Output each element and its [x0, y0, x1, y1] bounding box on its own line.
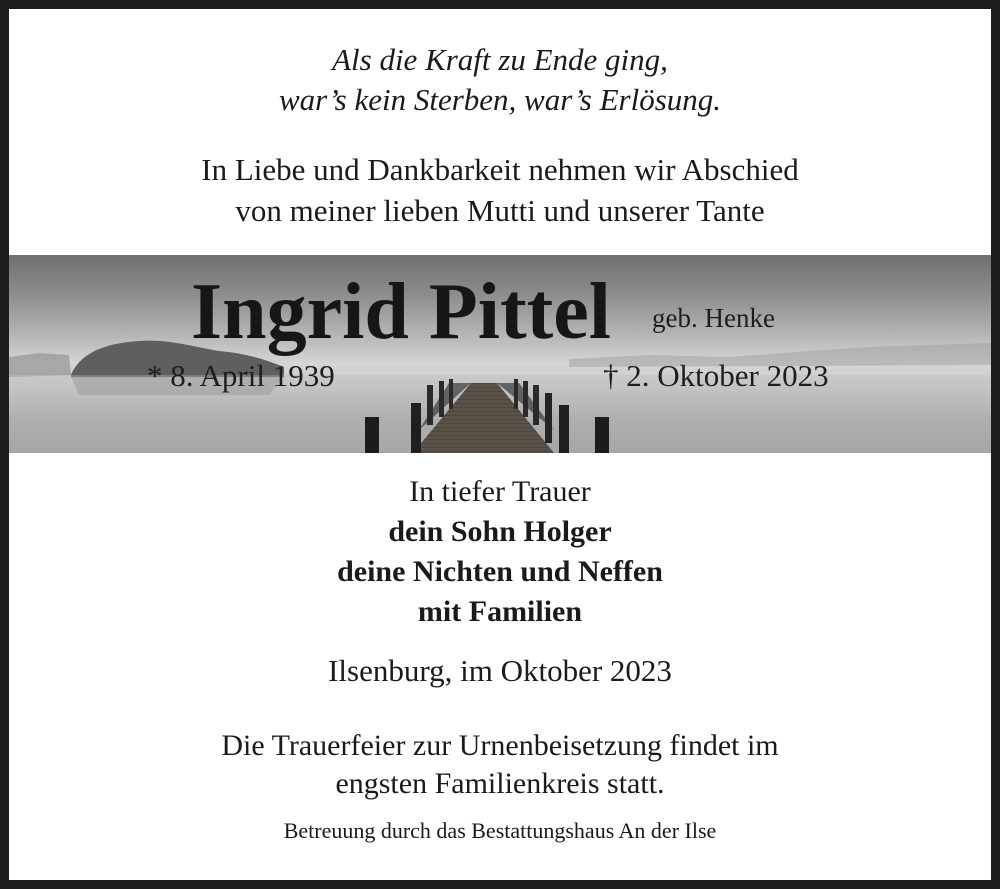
funeral-home-credit: Betreuung durch das Bestattungshaus An der Ilse	[283, 818, 717, 843]
death-date: † 2. Oktober 2023	[603, 358, 829, 393]
mourning-heading: In tiefer Trauer	[409, 475, 591, 508]
intro-line-2: von meiner lieben Mutti und unserer Tante	[235, 193, 765, 228]
place-and-date: Ilsenburg, im Oktober 2023	[328, 653, 672, 688]
mourner-line: deine Nichten und Neffen	[337, 555, 663, 588]
verse-line-2: war’s kein Sterben, war’s Erlösung.	[278, 82, 722, 117]
lake-pier-photo-band	[9, 255, 991, 453]
mourner-line: mit Familien	[417, 595, 583, 628]
ceremony-line-2: engsten Familienkreis statt.	[335, 767, 665, 800]
maiden-name: geb. Henke	[652, 303, 775, 333]
intro-line-1: In Liebe und Dankbarkeit nehmen wir Abschied	[201, 152, 799, 187]
birth-date: * 8. April 1939	[147, 358, 335, 393]
deceased-name: Ingrid Pittel	[191, 268, 611, 356]
verse-line-1: Als die Kraft zu Ende ging,	[332, 42, 668, 77]
mourner-line: dein Sohn Holger	[388, 515, 612, 548]
ceremony-line-1: Die Trauerfeier zur Urnenbeisetzung findet im	[221, 729, 779, 762]
